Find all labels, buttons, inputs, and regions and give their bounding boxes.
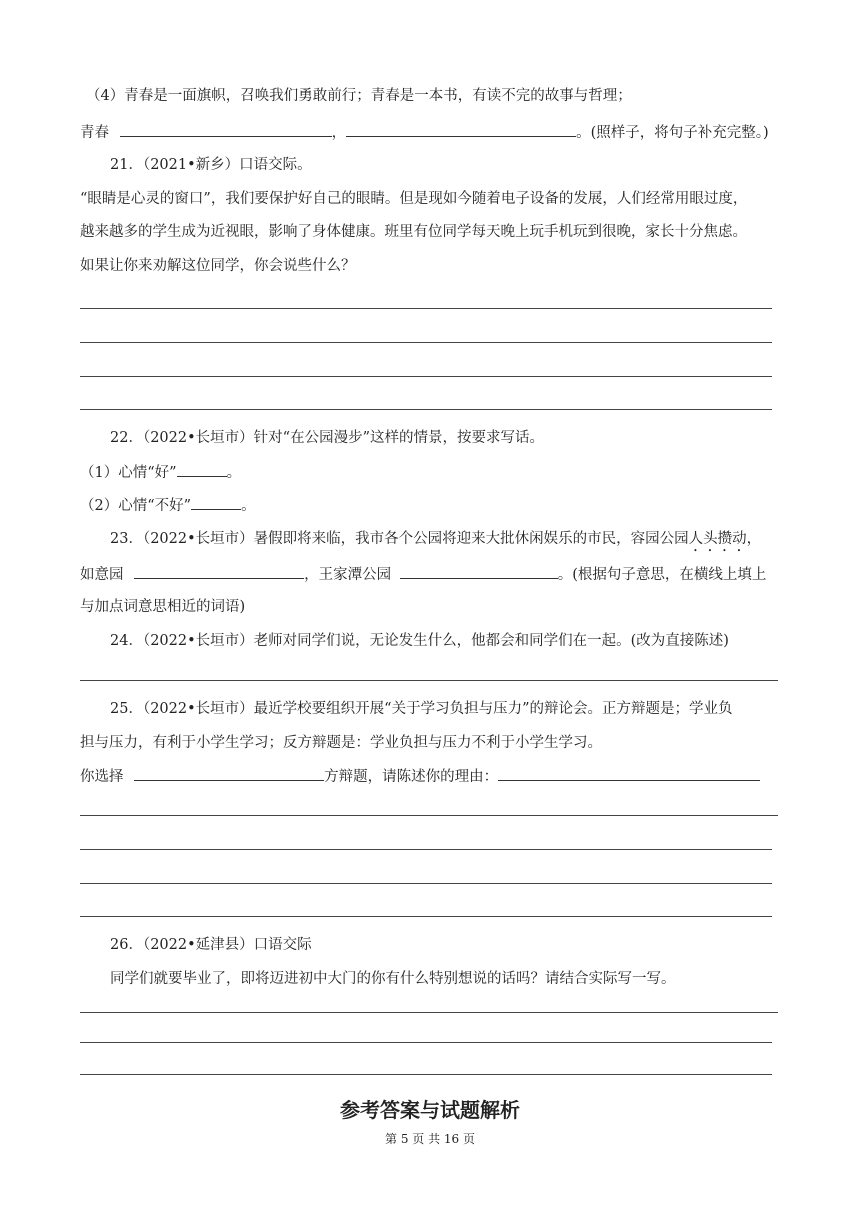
q25-answer-line[interactable] bbox=[80, 815, 778, 816]
q24-header: 24．（2022•长垣市）老师对同学们说，无论发生什么，他都会和同学们在一起。(改为直接陈述) bbox=[110, 633, 729, 649]
q21-para-2: 越来越多的学生成为近视眼，影响了身体健康。班里有位同学每天晚上玩手机玩到很晚，家长十分焦虑。 bbox=[80, 224, 747, 240]
q25-line-2: 担与压力，有利于小学生学习；反方辩题是：学业负担与压力不利于小学生学习。 bbox=[80, 735, 602, 751]
q26-answer-line[interactable] bbox=[80, 1042, 772, 1043]
q22-blank-1[interactable] bbox=[177, 462, 227, 477]
q23-header-text: 23．（2022•长垣市）暑假即将来临，我市各个公园将迎来大批休闲娱乐的市民，容园公园 bbox=[110, 531, 689, 547]
q21-para-1: “眼睛是心灵的窗口”，我们要保护好自己的眼睛。但是现如今随着电子设备的发展，人们经常用眼过度， bbox=[80, 191, 748, 207]
q21-answer-line[interactable] bbox=[80, 376, 772, 377]
q20-item4: （4）青春是一面旗帜，召唤我们勇敢前行；青春是一本书，有读不完的故事与哲理； bbox=[86, 88, 632, 104]
q20-blank-2[interactable] bbox=[346, 122, 576, 137]
q22-item-2-label: （2）心情“不好” bbox=[80, 498, 192, 514]
q22-item-1-end: 。 bbox=[226, 465, 242, 481]
q25-line-3 bbox=[80, 766, 760, 787]
q23-line-3: 与加点词意思相近的词语) bbox=[80, 599, 246, 615]
q21-answer-line[interactable] bbox=[80, 409, 772, 410]
q26-body: 同学们就要毕业了，即将迈进初中大门的你有什么特别想说的话吗？请结合实际写一写。 bbox=[110, 971, 676, 987]
q21-para-3: 如果让你来劝解这位同学，你会说些什么？ bbox=[80, 258, 356, 274]
q23-blank-1[interactable] bbox=[134, 564, 304, 579]
answer-section-heading: 参考答案与试题解析 bbox=[340, 1098, 520, 1122]
q20-fill-line bbox=[80, 122, 769, 143]
q20-suffix: 。(照样子，将句子补充完整。) bbox=[576, 125, 769, 141]
q23-header bbox=[110, 529, 761, 555]
q25-answer-line[interactable] bbox=[80, 883, 772, 884]
q23-blank-2[interactable] bbox=[400, 564, 558, 579]
q26-answer-line[interactable] bbox=[80, 1074, 772, 1075]
q26-header: 26．（2022•延津县）口语交际 bbox=[110, 937, 312, 953]
q25-blank-side[interactable] bbox=[134, 766, 324, 781]
q26-answer-line[interactable] bbox=[80, 1012, 778, 1013]
q23-line-2 bbox=[80, 564, 766, 585]
page-footer: 第 5 页 共 16 页 bbox=[385, 1132, 475, 1146]
q25-l3-a: 你选择 bbox=[80, 769, 124, 785]
q20-prefix: 青春 bbox=[80, 125, 109, 141]
q21-answer-line[interactable] bbox=[80, 342, 772, 343]
q22-blank-2[interactable] bbox=[191, 495, 241, 510]
q22-header: 22．（2022•长垣市）针对“在公园漫步”这样的情景，按要求写话。 bbox=[110, 430, 544, 446]
q25-l3-b: 方辩题，请陈述你的理由： bbox=[324, 769, 499, 785]
q22-item-2-end: 。 bbox=[241, 498, 256, 514]
q25-answer-line[interactable] bbox=[80, 916, 772, 917]
q23-l2-a: 如意园 bbox=[80, 567, 124, 583]
q22-item-1-label: （1）心情“好” bbox=[80, 465, 177, 481]
q20-blank-1[interactable] bbox=[120, 122, 332, 137]
q23-header-comma: ， bbox=[746, 531, 762, 547]
q23-l2-b: ，王家潭公园 bbox=[304, 567, 392, 583]
q24-answer-line[interactable] bbox=[80, 680, 778, 681]
q23-l2-c: 。(根据句子意思，在横线上填上 bbox=[557, 567, 767, 583]
q22-item-1 bbox=[80, 462, 241, 483]
q21-header: 21．（2021•新乡）口语交际。 bbox=[110, 157, 312, 173]
q25-answer-line[interactable] bbox=[80, 849, 772, 850]
q25-blank-reason[interactable] bbox=[498, 766, 760, 781]
q20-comma: ， bbox=[331, 125, 347, 141]
q22-item-2 bbox=[80, 495, 256, 516]
q21-answer-line[interactable] bbox=[80, 308, 772, 309]
q25-header: 25．（2022•长垣市）最近学校要组织开展“关于学习负担与压力”的辩论会。正方辩题是；学业负 bbox=[110, 701, 733, 717]
q23-dotted-word: 人头攒动 bbox=[688, 531, 747, 547]
